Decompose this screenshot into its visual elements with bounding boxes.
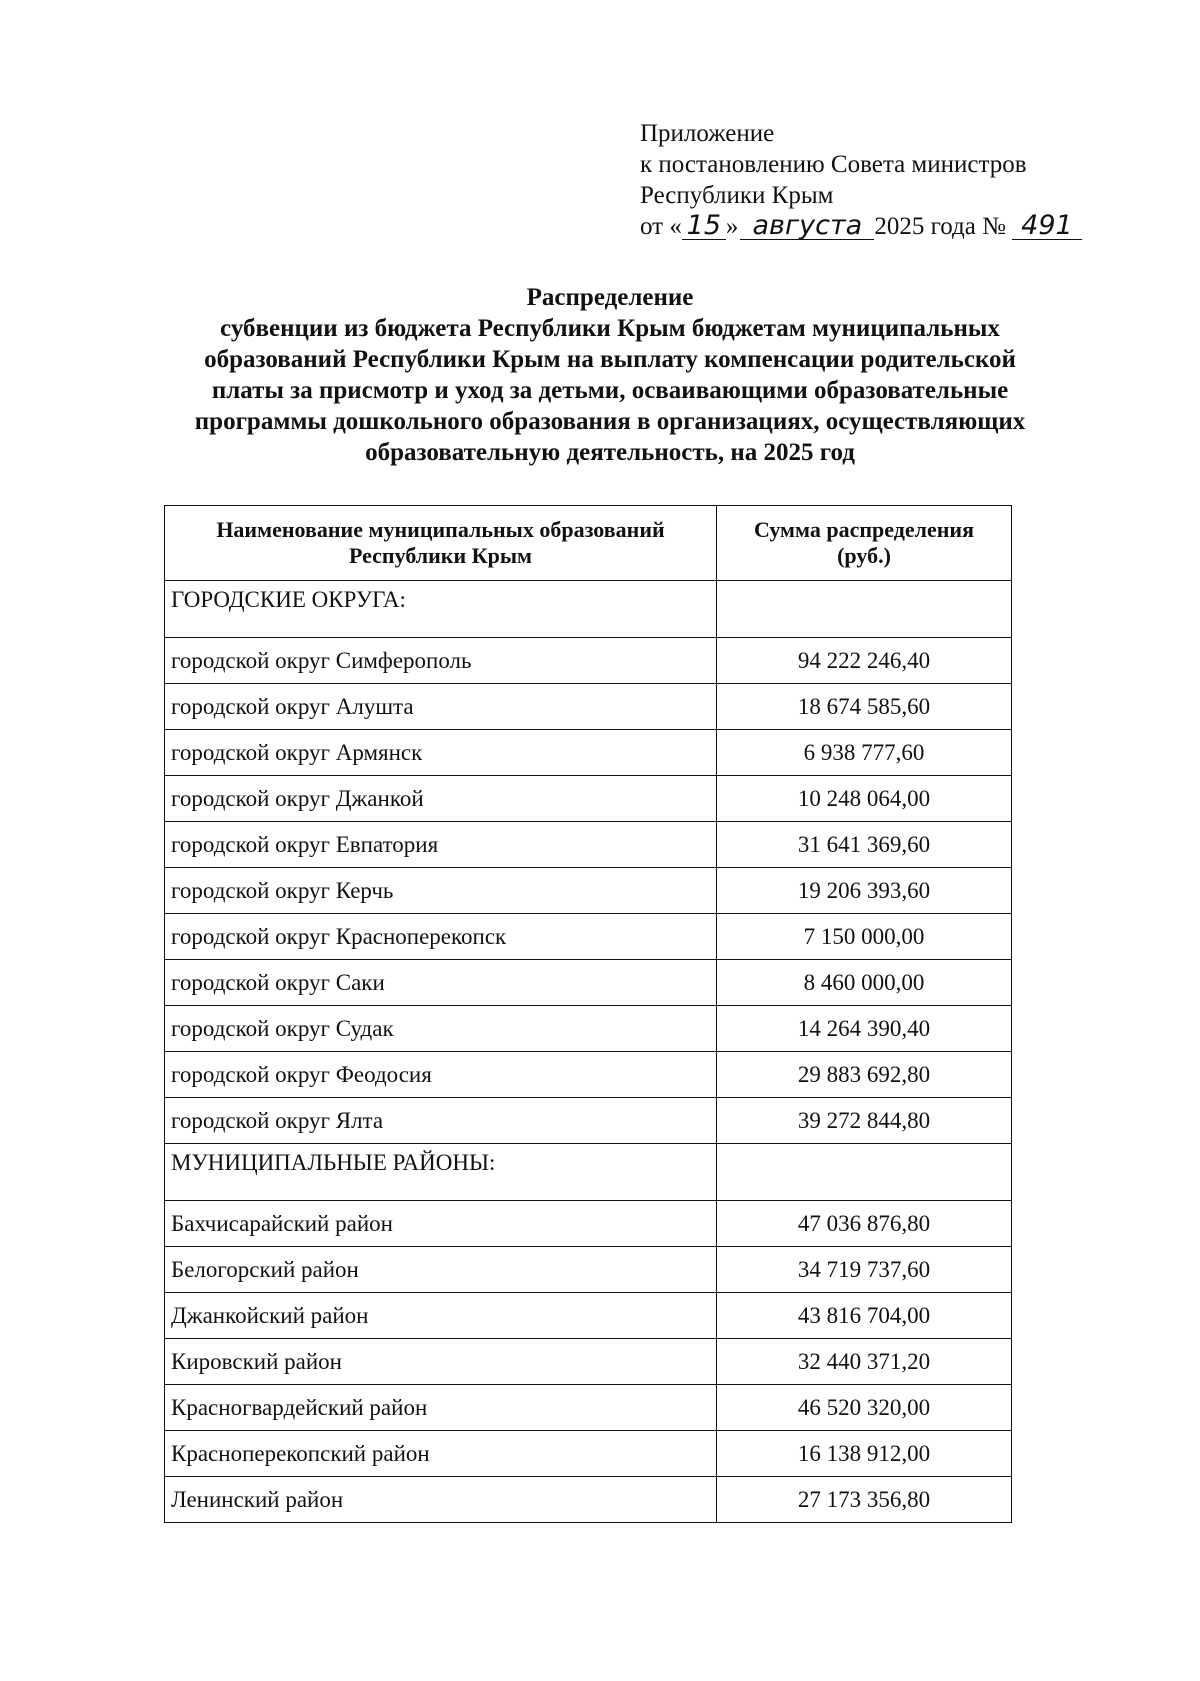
title-line: Распределение	[526, 284, 694, 311]
municipality-name: Джанкойский район	[165, 1293, 717, 1339]
municipality-name: Кировский район	[165, 1339, 717, 1385]
title-line: программы дошкольного образования в организациях, осуществляющих	[194, 408, 1026, 435]
amount-cell: 39 272 844,80	[717, 1098, 1012, 1144]
amount-cell: 14 264 390,40	[717, 1006, 1012, 1052]
municipality-name: Красногвардейский район	[165, 1385, 717, 1431]
municipality-name: городской округ Алушта	[165, 684, 717, 730]
table-row	[165, 1385, 1012, 1431]
attachment-decree: к постановлению Совета министров	[640, 151, 1027, 178]
date-suffix: 2025 года №	[874, 213, 1006, 240]
attachment-label: Приложение	[640, 120, 775, 147]
table-row	[165, 1006, 1012, 1052]
amount-cell: 47 036 876,80	[717, 1201, 1012, 1247]
column-header-line: Сумма распределения	[753, 517, 974, 542]
municipality-name: городской округ Джанкой	[165, 776, 717, 822]
handwritten-number: 491	[1012, 213, 1082, 240]
document-title	[150, 282, 1070, 468]
distribution-table	[164, 505, 1012, 1523]
amount-cell: 94 222 246,40	[717, 638, 1012, 684]
section-amount-empty	[717, 581, 1012, 638]
municipality-name: городской округ Судак	[165, 1006, 717, 1052]
municipality-name: Белогорский район	[165, 1247, 717, 1293]
table-row	[165, 822, 1012, 868]
municipality-name: городской округ Евпатория	[165, 822, 717, 868]
table-row	[165, 776, 1012, 822]
column-header-line: (руб.)	[837, 543, 891, 568]
amount-cell: 43 816 704,00	[717, 1293, 1012, 1339]
table-row	[165, 868, 1012, 914]
amount-cell: 8 460 000,00	[717, 960, 1012, 1006]
attachment-republic: Республики Крым	[640, 182, 834, 209]
table-row	[165, 914, 1012, 960]
table-row	[165, 1052, 1012, 1098]
amount-cell: 27 173 356,80	[717, 1477, 1012, 1523]
amount-cell: 6 938 777,60	[717, 730, 1012, 776]
title-line: образовательную деятельность, на 2025 год	[365, 439, 855, 466]
table-row	[165, 684, 1012, 730]
handwritten-day: 15	[682, 213, 726, 240]
table-row	[165, 1477, 1012, 1523]
section-row-districts	[165, 1144, 1012, 1201]
table-body	[165, 581, 1012, 1523]
municipality-name: городской округ Красноперекопск	[165, 914, 717, 960]
municipality-name: городской округ Феодосия	[165, 1052, 717, 1098]
municipality-name: городской округ Ялта	[165, 1098, 717, 1144]
table-row	[165, 960, 1012, 1006]
column-header-line: Республики Крым	[348, 543, 532, 568]
column-header-line: Наименование муниципальных образований	[216, 517, 665, 542]
section-row-urban	[165, 581, 1012, 638]
municipality-name: городской округ Симферополь	[165, 638, 717, 684]
section-amount-empty	[717, 1144, 1012, 1201]
amount-cell: 32 440 371,20	[717, 1339, 1012, 1385]
date-mid: »	[725, 213, 739, 240]
municipality-name: городской округ Армянск	[165, 730, 717, 776]
column-header-amount	[717, 506, 1012, 581]
title-line: образований Республики Крым на выплату компенсации родительской	[204, 346, 1016, 373]
table-row	[165, 1339, 1012, 1385]
amount-cell: 31 641 369,60	[717, 822, 1012, 868]
section-label: МУНИЦИПАЛЬНЫЕ РАЙОНЫ:	[165, 1144, 717, 1201]
amount-cell: 29 883 692,80	[717, 1052, 1012, 1098]
municipality-name: городской округ Саки	[165, 960, 717, 1006]
attachment-header	[640, 118, 1082, 242]
amount-cell: 19 206 393,60	[717, 868, 1012, 914]
table-row	[165, 1098, 1012, 1144]
table-row	[165, 730, 1012, 776]
amount-cell: 18 674 585,60	[717, 684, 1012, 730]
attachment-date-line	[640, 211, 1082, 242]
section-label: ГОРОДСКИЕ ОКРУГА:	[165, 581, 717, 638]
table-row	[165, 638, 1012, 684]
municipality-name: Красноперекопский район	[165, 1431, 717, 1477]
amount-cell: 7 150 000,00	[717, 914, 1012, 960]
municipality-name: Ленинский район	[165, 1477, 717, 1523]
municipality-name: Бахчисарайский район	[165, 1201, 717, 1247]
date-prefix: от «	[640, 213, 682, 240]
table-row	[165, 1247, 1012, 1293]
municipality-name: городской округ Керчь	[165, 868, 717, 914]
amount-cell: 34 719 737,60	[717, 1247, 1012, 1293]
table-row	[165, 1201, 1012, 1247]
title-line: платы за присмотр и уход за детьми, осваивающими образовательные	[211, 377, 1009, 404]
title-line: субвенции из бюджета Республики Крым бюджетам муниципальных	[220, 315, 1000, 342]
table-row	[165, 1431, 1012, 1477]
amount-cell: 46 520 320,00	[717, 1385, 1012, 1431]
amount-cell: 16 138 912,00	[717, 1431, 1012, 1477]
column-header-municipality	[165, 506, 717, 581]
table-row	[165, 1293, 1012, 1339]
handwritten-month: августа	[740, 213, 874, 240]
table-header-row	[165, 506, 1012, 581]
amount-cell: 10 248 064,00	[717, 776, 1012, 822]
